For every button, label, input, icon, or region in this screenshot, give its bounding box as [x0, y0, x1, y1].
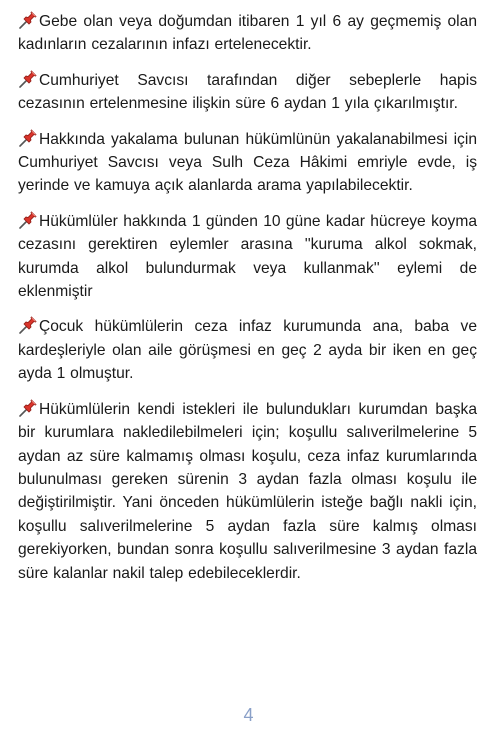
paragraph-text: Gebe olan veya doğumdan itibaren 1 yıl 6 ay geçmemiş olan kadınların cezalarının infazı ertelenecektir.	[18, 13, 477, 54]
page-number: 4	[243, 705, 254, 725]
paragraph-text: Hakkında yakalama bulunan hükümlünün yakalanabilmesi için Cumhuriyet Savcısı veya Sulh Ceza Hâkimi emriyle evde, iş yerinde ve kamuya açık alanlarda arama yapılabilecektir.	[18, 130, 477, 195]
pushpin-icon	[18, 315, 38, 335]
paragraph-text: Hükümlüler hakkında 1 günden 10 güne kadar hücreye koyma cezasını gerektiren eylemler arasına ''kuruma alkol sokmak, kurumda alkol bulundurmak veya kullanmak'' eylemi de eklenmiştir	[18, 212, 477, 301]
pushpin-icon	[18, 69, 38, 89]
paragraph-child-visits	[18, 315, 477, 385]
paragraph-text: Cumhuriyet Savcısı tarafından diğer sebeplerle hapis cezasının ertelenmesine ilişkin süre 6 aydan 1 yıla çıkarılmıştır.	[18, 71, 477, 113]
pushpin-icon	[18, 128, 38, 148]
pushpin-icon	[18, 398, 38, 418]
paragraph-cell-punishment	[18, 210, 477, 304]
paragraph-arrest-search	[18, 128, 477, 198]
paragraph-transfer-rules	[18, 398, 477, 585]
pushpin-icon	[18, 10, 38, 30]
paragraph-text: Hükümlülerin kendi istekleri ile bulundukları kurumdan başka bir kurumlara nakledilebilmeleri için; koşullu salıverilmelerine 5 aydan az süre kalmamış olması koşulu, ceza infaz kurumlarında bulunulması gereken sürenin 3 aydan fazla olması koşulu ile değiştirilmiştir. Yani önceden hükümlülerin isteğe bağlı nakli için, koşullu salıverilmelerine 5 aydan fazla süre kalmış olması gerekiyorken, bundan sonra koşullu salıverilmesine 3 aydan fazla süre kalanlar nakil talep edebileceklerdir.	[18, 400, 477, 582]
paragraph-pregnancy-deferral	[18, 10, 477, 57]
paragraph-text: Çocuk hükümlülerin ceza infaz kurumunda ana, baba ve kardeşleriyle olan aile görüşmesi en geç 2 ayda bir iken en geç ayda 1 olmuştur.	[18, 318, 477, 383]
paragraph-prosecutor-deferral	[18, 69, 477, 116]
pushpin-icon	[18, 210, 38, 230]
